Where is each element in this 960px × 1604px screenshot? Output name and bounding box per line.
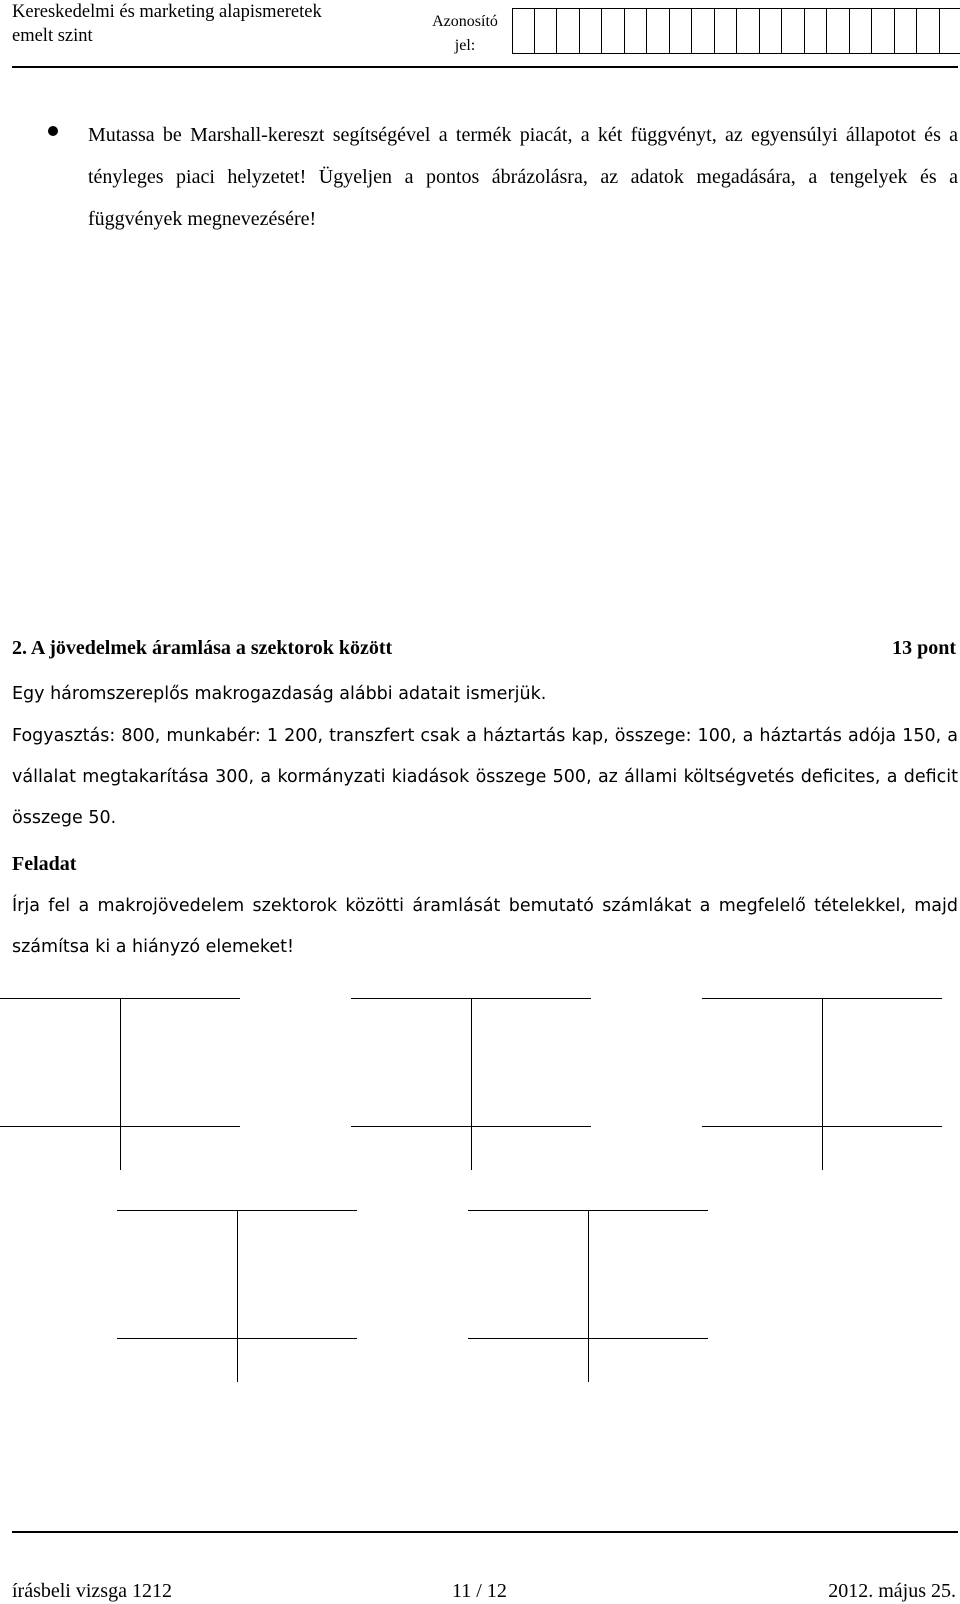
t-account-bottom-line — [468, 1338, 708, 1339]
footer-exam-code: írásbeli vizsga 1212 — [12, 1580, 172, 1602]
id-label-line2: jel: — [454, 37, 476, 54]
id-box[interactable] — [827, 8, 850, 54]
id-box[interactable] — [782, 8, 805, 54]
footer-page-number: 11 / 12 — [452, 1580, 507, 1602]
bullet-dot-icon — [48, 126, 58, 136]
header-subject-line2: emelt szint — [12, 26, 93, 46]
t-account-divider — [237, 1210, 238, 1382]
footer-divider — [12, 1531, 958, 1533]
t-account-bottom-line — [117, 1338, 357, 1339]
t-account-bottom-line — [351, 1126, 591, 1127]
section-points: 13 pont — [892, 637, 956, 659]
id-box[interactable] — [737, 8, 760, 54]
section-paragraph: Fogyasztás: 800, munkabér: 1 200, transzfert csak a háztartás kap, összege: 100, a háztartás adója 150, a vállalat megtakarítása 300, a kormányzati kiadások összege 500, az állami költségvetés deficites, a deficit összege 50. — [12, 726, 958, 828]
id-box[interactable] — [692, 8, 715, 54]
id-box[interactable] — [557, 8, 580, 54]
section-title: 2. A jövedelmek áramlása a szektorok között — [12, 637, 393, 659]
id-box[interactable] — [602, 8, 625, 54]
t-account-bottom-line — [702, 1126, 942, 1127]
id-label-line1: Azonosító — [432, 13, 498, 30]
id-box[interactable] — [580, 8, 603, 54]
id-box[interactable] — [940, 8, 960, 54]
t-account-divider — [588, 1210, 589, 1382]
id-box[interactable] — [805, 8, 828, 54]
header-subject-line1: Kereskedelmi és marketing alapismeretek — [12, 2, 322, 22]
t-account-divider — [471, 998, 472, 1170]
id-box[interactable] — [625, 8, 648, 54]
id-box[interactable] — [872, 8, 895, 54]
t-account-bottom-line — [0, 1126, 240, 1127]
id-boxes — [512, 8, 960, 54]
id-box[interactable] — [760, 8, 783, 54]
id-box[interactable] — [850, 8, 873, 54]
id-box[interactable] — [512, 8, 535, 54]
task-label: Feladat — [12, 853, 77, 875]
id-box[interactable] — [647, 8, 670, 54]
id-box[interactable] — [895, 8, 918, 54]
id-box[interactable] — [715, 8, 738, 54]
t-account-divider — [120, 998, 121, 1170]
id-box[interactable] — [535, 8, 558, 54]
bullet-instruction: Mutassa be Marshall-kereszt segítségével a termék piacát, a két függvényt, az egyensúlyi állapotot és a tényleges piaci helyzetet! Ügyeljen a pontos ábrázolásra, az adatok megadására, a tengelyek és a függvények megnevezésére! — [88, 124, 958, 230]
header-divider — [12, 66, 958, 68]
id-box[interactable] — [917, 8, 940, 54]
id-box[interactable] — [670, 8, 693, 54]
id-label — [426, 10, 504, 58]
section-intro: Egy háromszereplős makrogazdaság alábbi adatait ismerjük. — [12, 684, 547, 704]
header-subject — [12, 0, 322, 48]
task-text: Írja fel a makrojövedelem szektorok közötti áramlását bemutató számlákat a megfelelő tételekkel, majd számítsa ki a hiányzó elemeket! — [12, 896, 958, 957]
t-account-divider — [822, 998, 823, 1170]
footer-date: 2012. május 25. — [828, 1580, 956, 1602]
